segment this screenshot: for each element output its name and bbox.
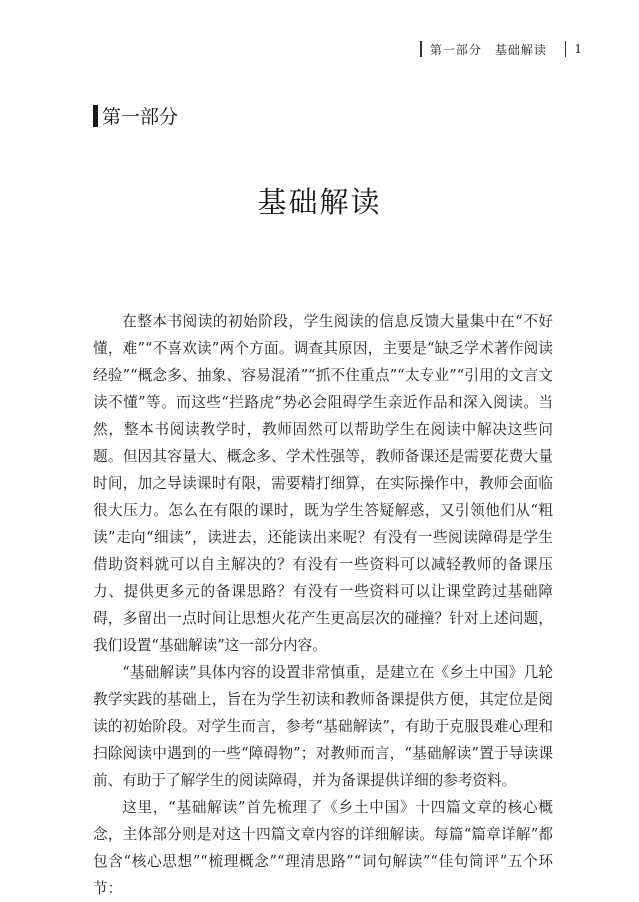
paragraph: 这里，“基础解读”首先梳理了《乡土中国》十四篇文章的核心概念，主体部分则是对这十四篇文章内容的详细解读。每篇“篇章详解”都包含“核心思想”“梳理概念”“理清思路”“词句解读”“佳句简评”五个环节：: [93, 799, 553, 897]
part-heading: [93, 102, 178, 129]
page-number: 1: [574, 42, 583, 56]
paragraph: 在整本书阅读的初始阶段，学生阅读的信息反馈大量集中在“不好懂，难”“不喜欢读”两个方面。调查其原因，主要是“缺乏学术著作阅读经验”“概念多、抽象、容易混淆”“抓不住重点”“太专业”“引用的文言文读不懂”等。而这些“拦路虎”势必会阻碍学生亲近作品和深入阅读。当然，整本书阅读教学时，教师固然可以帮助学生在阅读中解决这些问题。但因其容量大、概念多、学术性强等，教师备课还是需要花费大量时间，加之导读课时有限，需要精打细算，在实际操作中，教师会面临很大压力。怎么在有限的课时，既为学生答疑解惑，又引领他们从“粗读”走向“细读”，读进去，还能读出来呢？有没有一些阅读障碍是学生借助资料就可以自主解决的？有没有一些资料可以减轻教师的备课压力、提供更多元的备课思路？有没有一些资料可以让课堂跨过基础障碍，多留出一点时间让思想火花产生更高层次的碰撞？针对上述问题，我们设置“基础解读”这一部分内容。: [93, 313, 553, 654]
part-heading-text: 第一部分: [102, 106, 179, 128]
header-divider-right: [565, 41, 567, 57]
header-divider-left: [420, 41, 422, 57]
header-section-title: 第一部分 基础解读: [429, 42, 547, 57]
paragraph: “基础解读”具体内容的设置非常慎重，是建立在《乡土中国》几轮教学实践的基础上，旨在为学生初读和教师备课提供方便，其定位是阅读的初始阶段。对学生而言，参考“基础解读”，有助于克服畏难心理和扫除阅读中遇到的一些“障碍物”；对教师而言，“基础解读”置于导读课前、有助于了解学生的阅读障碍，并为备课提供详细的参考资料。: [93, 664, 553, 789]
part-heading-bar: [93, 105, 98, 127]
chapter-title: 基础解读: [257, 185, 382, 219]
running-header: [412, 38, 583, 60]
body-text: [93, 308, 553, 902]
